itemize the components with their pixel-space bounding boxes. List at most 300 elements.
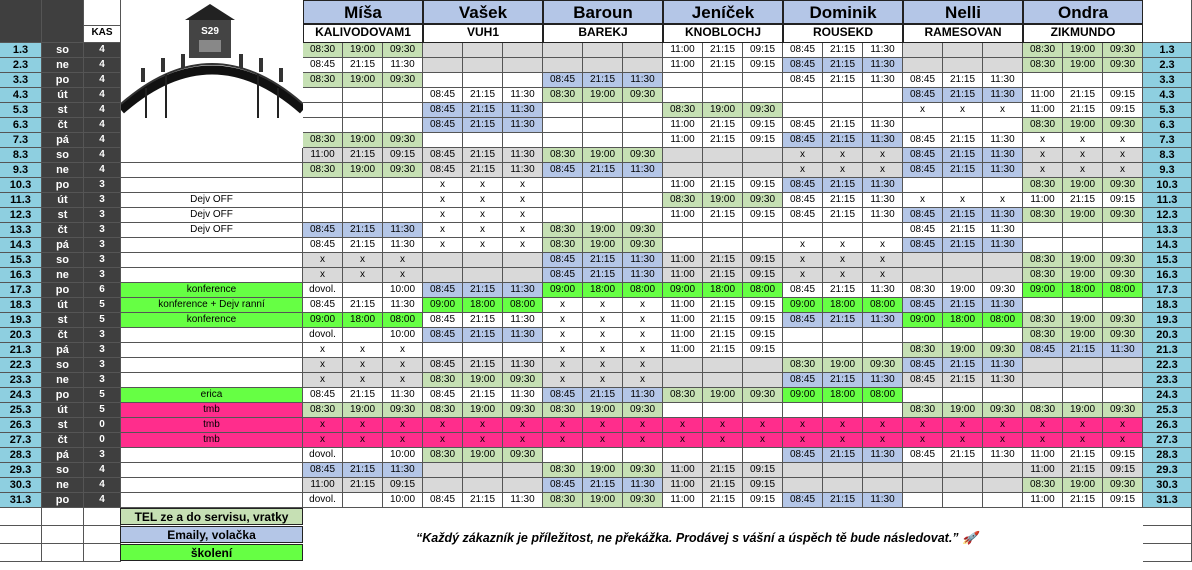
shift-cell[interactable]: 19:00 <box>703 103 743 118</box>
shift-cell[interactable] <box>383 178 423 193</box>
shift-cell[interactable]: x <box>1063 148 1103 163</box>
shift-cell[interactable]: 11:00 <box>663 58 703 73</box>
shift-cell[interactable]: 11:00 <box>1023 88 1063 103</box>
shift-cell[interactable]: 08:45 <box>783 283 823 298</box>
shift-cell[interactable]: x <box>383 373 423 388</box>
shift-cell[interactable]: 11:00 <box>303 478 343 493</box>
shift-cell[interactable] <box>343 88 383 103</box>
shift-cell[interactable]: x <box>743 433 783 448</box>
shift-cell[interactable]: 09:30 <box>623 88 663 103</box>
shift-cell[interactable]: x <box>423 193 463 208</box>
shift-cell[interactable]: 09:00 <box>783 388 823 403</box>
shift-cell[interactable]: x <box>823 268 863 283</box>
shift-cell[interactable]: 11:30 <box>863 118 903 133</box>
shift-cell[interactable] <box>583 448 623 463</box>
shift-cell[interactable]: 21:15 <box>943 223 983 238</box>
shift-cell[interactable] <box>783 478 823 493</box>
shift-cell[interactable] <box>343 208 383 223</box>
shift-cell[interactable]: x <box>1063 133 1103 148</box>
shift-cell[interactable]: 08:30 <box>1023 208 1063 223</box>
shift-cell[interactable] <box>463 478 503 493</box>
shift-cell[interactable]: x <box>583 433 623 448</box>
shift-cell[interactable]: x <box>583 298 623 313</box>
shift-cell[interactable]: 21:15 <box>703 463 743 478</box>
shift-cell[interactable]: 10:00 <box>383 283 423 298</box>
shift-cell[interactable]: 09:30 <box>1103 208 1143 223</box>
shift-cell[interactable]: 11:30 <box>983 358 1023 373</box>
shift-cell[interactable]: x <box>583 343 623 358</box>
shift-cell[interactable]: x <box>303 343 343 358</box>
shift-cell[interactable]: 09:30 <box>983 343 1023 358</box>
shift-cell[interactable]: 21:15 <box>823 178 863 193</box>
shift-cell[interactable]: x <box>783 253 823 268</box>
shift-cell[interactable]: 09:15 <box>743 313 783 328</box>
shift-cell[interactable]: 08:45 <box>903 88 943 103</box>
shift-cell[interactable]: x <box>623 373 663 388</box>
shift-cell[interactable]: 21:15 <box>823 373 863 388</box>
shift-cell[interactable]: 19:00 <box>1063 478 1103 493</box>
shift-cell[interactable]: 08:45 <box>303 298 343 313</box>
shift-cell[interactable]: x <box>463 238 503 253</box>
shift-cell[interactable]: x <box>663 433 703 448</box>
shift-cell[interactable]: 09:30 <box>623 403 663 418</box>
shift-cell[interactable]: 08:45 <box>783 178 823 193</box>
shift-cell[interactable]: 11:30 <box>503 388 543 403</box>
shift-cell[interactable]: 11:30 <box>983 163 1023 178</box>
shift-cell[interactable]: 08:00 <box>383 313 423 328</box>
shift-cell[interactable] <box>1023 358 1063 373</box>
shift-cell[interactable] <box>543 118 583 133</box>
shift-cell[interactable]: x <box>503 223 543 238</box>
shift-cell[interactable]: 21:15 <box>823 283 863 298</box>
shift-cell[interactable] <box>783 223 823 238</box>
shift-cell[interactable]: 21:15 <box>583 268 623 283</box>
shift-cell[interactable] <box>903 43 943 58</box>
shift-cell[interactable]: x <box>783 268 823 283</box>
shift-cell[interactable]: 08:30 <box>1023 328 1063 343</box>
shift-cell[interactable] <box>983 58 1023 73</box>
shift-cell[interactable]: x <box>983 193 1023 208</box>
shift-cell[interactable] <box>423 58 463 73</box>
shift-cell[interactable]: 09:30 <box>983 403 1023 418</box>
shift-cell[interactable]: x <box>623 343 663 358</box>
shift-cell[interactable] <box>1023 373 1063 388</box>
shift-cell[interactable] <box>1103 358 1143 373</box>
shift-cell[interactable] <box>663 148 703 163</box>
shift-cell[interactable]: 21:15 <box>703 253 743 268</box>
shift-cell[interactable]: 21:15 <box>343 463 383 478</box>
shift-cell[interactable]: x <box>983 433 1023 448</box>
shift-cell[interactable] <box>1103 238 1143 253</box>
shift-cell[interactable]: 21:15 <box>1063 463 1103 478</box>
shift-cell[interactable] <box>983 388 1023 403</box>
shift-cell[interactable] <box>863 328 903 343</box>
shift-cell[interactable] <box>343 118 383 133</box>
shift-cell[interactable]: 19:00 <box>943 343 983 358</box>
shift-cell[interactable] <box>663 88 703 103</box>
shift-cell[interactable] <box>463 133 503 148</box>
shift-cell[interactable]: x <box>303 253 343 268</box>
shift-cell[interactable] <box>903 388 943 403</box>
shift-cell[interactable] <box>383 118 423 133</box>
shift-cell[interactable]: 09:30 <box>1103 268 1143 283</box>
shift-cell[interactable]: x <box>983 103 1023 118</box>
shift-cell[interactable]: 21:15 <box>703 313 743 328</box>
shift-cell[interactable] <box>983 478 1023 493</box>
shift-cell[interactable] <box>943 43 983 58</box>
shift-cell[interactable]: 09:15 <box>383 478 423 493</box>
shift-cell[interactable]: 08:30 <box>783 358 823 373</box>
shift-cell[interactable]: 08:45 <box>783 208 823 223</box>
shift-cell[interactable]: x <box>783 418 823 433</box>
shift-cell[interactable]: 09:30 <box>743 103 783 118</box>
shift-cell[interactable]: x <box>623 328 663 343</box>
shift-cell[interactable]: x <box>423 178 463 193</box>
shift-cell[interactable]: x <box>503 418 543 433</box>
shift-cell[interactable] <box>303 88 343 103</box>
shift-cell[interactable]: 21:15 <box>583 388 623 403</box>
shift-cell[interactable]: 19:00 <box>1063 328 1103 343</box>
shift-cell[interactable]: 19:00 <box>1063 118 1103 133</box>
shift-cell[interactable]: 09:30 <box>623 238 663 253</box>
shift-cell[interactable]: 09:15 <box>743 298 783 313</box>
shift-cell[interactable]: 09:15 <box>1103 463 1143 478</box>
shift-cell[interactable]: 11:30 <box>863 133 903 148</box>
shift-cell[interactable] <box>623 43 663 58</box>
shift-cell[interactable] <box>423 133 463 148</box>
shift-cell[interactable]: 21:15 <box>1063 193 1103 208</box>
shift-cell[interactable]: 09:15 <box>743 463 783 478</box>
shift-cell[interactable]: 11:00 <box>663 208 703 223</box>
shift-cell[interactable] <box>903 178 943 193</box>
shift-cell[interactable] <box>663 403 703 418</box>
shift-cell[interactable] <box>903 268 943 283</box>
shift-cell[interactable]: 09:15 <box>743 343 783 358</box>
shift-cell[interactable]: 21:15 <box>943 208 983 223</box>
shift-cell[interactable]: 09:00 <box>663 283 703 298</box>
shift-cell[interactable]: x <box>543 298 583 313</box>
shift-cell[interactable]: x <box>1023 433 1063 448</box>
shift-cell[interactable] <box>583 193 623 208</box>
shift-cell[interactable]: x <box>583 358 623 373</box>
shift-cell[interactable]: 21:15 <box>463 328 503 343</box>
shift-cell[interactable]: 21:15 <box>943 373 983 388</box>
shift-cell[interactable]: x <box>623 298 663 313</box>
shift-cell[interactable]: 08:45 <box>543 253 583 268</box>
shift-cell[interactable]: 08:45 <box>903 358 943 373</box>
shift-cell[interactable] <box>863 103 903 118</box>
shift-cell[interactable]: 11:30 <box>983 448 1023 463</box>
shift-cell[interactable] <box>503 253 543 268</box>
shift-cell[interactable]: x <box>863 148 903 163</box>
shift-cell[interactable]: x <box>1103 418 1143 433</box>
shift-cell[interactable]: 08:45 <box>783 448 823 463</box>
shift-cell[interactable]: 19:00 <box>1063 403 1103 418</box>
shift-cell[interactable]: x <box>343 358 383 373</box>
shift-cell[interactable]: 08:30 <box>1023 58 1063 73</box>
shift-cell[interactable]: 19:00 <box>583 493 623 508</box>
shift-cell[interactable] <box>863 403 903 418</box>
shift-cell[interactable]: 19:00 <box>343 133 383 148</box>
shift-cell[interactable] <box>463 58 503 73</box>
shift-cell[interactable]: 11:30 <box>383 463 423 478</box>
shift-cell[interactable]: 18:00 <box>943 313 983 328</box>
shift-cell[interactable]: 09:00 <box>423 298 463 313</box>
shift-cell[interactable] <box>663 448 703 463</box>
shift-cell[interactable]: x <box>303 418 343 433</box>
shift-cell[interactable]: x <box>1063 163 1103 178</box>
shift-cell[interactable]: 08:30 <box>1023 178 1063 193</box>
shift-cell[interactable] <box>583 43 623 58</box>
shift-cell[interactable]: 08:45 <box>423 103 463 118</box>
shift-cell[interactable] <box>943 253 983 268</box>
shift-cell[interactable]: 08:30 <box>1023 403 1063 418</box>
shift-cell[interactable]: 09:15 <box>743 268 783 283</box>
shift-cell[interactable]: x <box>1063 433 1103 448</box>
shift-cell[interactable] <box>463 463 503 478</box>
shift-cell[interactable]: 08:45 <box>303 223 343 238</box>
shift-cell[interactable]: 21:15 <box>703 298 743 313</box>
shift-cell[interactable]: x <box>583 418 623 433</box>
shift-cell[interactable]: 21:15 <box>583 478 623 493</box>
shift-cell[interactable]: 09:30 <box>383 73 423 88</box>
shift-cell[interactable] <box>703 223 743 238</box>
shift-cell[interactable] <box>623 118 663 133</box>
shift-cell[interactable]: 08:30 <box>663 193 703 208</box>
shift-cell[interactable]: x <box>383 343 423 358</box>
shift-cell[interactable]: x <box>863 163 903 178</box>
shift-cell[interactable] <box>743 163 783 178</box>
shift-cell[interactable]: x <box>863 238 903 253</box>
shift-cell[interactable]: 19:00 <box>703 388 743 403</box>
shift-cell[interactable]: x <box>543 328 583 343</box>
shift-cell[interactable] <box>623 448 663 463</box>
shift-cell[interactable]: 19:00 <box>943 403 983 418</box>
shift-cell[interactable] <box>463 43 503 58</box>
shift-cell[interactable]: 08:45 <box>903 133 943 148</box>
shift-cell[interactable] <box>743 358 783 373</box>
shift-cell[interactable]: 11:30 <box>983 298 1023 313</box>
shift-cell[interactable] <box>663 73 703 88</box>
shift-cell[interactable]: 08:30 <box>543 88 583 103</box>
shift-cell[interactable]: 11:30 <box>983 73 1023 88</box>
shift-cell[interactable]: 21:15 <box>703 478 743 493</box>
shift-cell[interactable]: 09:15 <box>743 133 783 148</box>
shift-cell[interactable]: 21:15 <box>463 148 503 163</box>
shift-cell[interactable]: 19:00 <box>583 238 623 253</box>
shift-cell[interactable]: 08:00 <box>863 298 903 313</box>
shift-cell[interactable]: x <box>383 433 423 448</box>
shift-cell[interactable]: 08:30 <box>543 223 583 238</box>
shift-cell[interactable] <box>1103 73 1143 88</box>
shift-cell[interactable]: 21:15 <box>343 58 383 73</box>
shift-cell[interactable]: 08:45 <box>903 238 943 253</box>
shift-cell[interactable] <box>663 163 703 178</box>
shift-cell[interactable]: 21:15 <box>583 253 623 268</box>
shift-cell[interactable]: 21:15 <box>1063 88 1103 103</box>
shift-cell[interactable]: x <box>1103 148 1143 163</box>
shift-cell[interactable] <box>703 88 743 103</box>
shift-cell[interactable] <box>1023 223 1063 238</box>
shift-cell[interactable]: 08:30 <box>1023 313 1063 328</box>
shift-cell[interactable]: 08:30 <box>423 448 463 463</box>
shift-cell[interactable] <box>543 193 583 208</box>
shift-cell[interactable] <box>543 178 583 193</box>
shift-cell[interactable]: 11:00 <box>1023 103 1063 118</box>
shift-cell[interactable]: x <box>503 193 543 208</box>
shift-cell[interactable] <box>823 478 863 493</box>
shift-cell[interactable]: 21:15 <box>823 493 863 508</box>
shift-cell[interactable] <box>823 343 863 358</box>
shift-cell[interactable]: 08:00 <box>743 283 783 298</box>
shift-cell[interactable]: 11:30 <box>383 58 423 73</box>
shift-cell[interactable] <box>503 58 543 73</box>
shift-cell[interactable] <box>423 43 463 58</box>
shift-cell[interactable]: 08:30 <box>903 403 943 418</box>
shift-cell[interactable]: 09:30 <box>503 403 543 418</box>
shift-cell[interactable]: 09:30 <box>383 43 423 58</box>
shift-cell[interactable]: x <box>783 163 823 178</box>
shift-cell[interactable]: 10:00 <box>383 448 423 463</box>
shift-cell[interactable]: x <box>823 238 863 253</box>
shift-cell[interactable] <box>543 103 583 118</box>
shift-cell[interactable]: 09:15 <box>743 58 783 73</box>
shift-cell[interactable] <box>623 133 663 148</box>
shift-cell[interactable]: 08:45 <box>543 478 583 493</box>
shift-cell[interactable]: 11:30 <box>983 238 1023 253</box>
shift-cell[interactable] <box>623 178 663 193</box>
shift-cell[interactable]: 09:30 <box>1103 118 1143 133</box>
shift-cell[interactable]: x <box>823 418 863 433</box>
shift-cell[interactable]: 11:00 <box>663 478 703 493</box>
shift-cell[interactable]: 19:00 <box>583 148 623 163</box>
shift-cell[interactable]: 08:30 <box>1023 268 1063 283</box>
shift-cell[interactable]: 08:45 <box>543 388 583 403</box>
shift-cell[interactable]: 19:00 <box>1063 208 1103 223</box>
shift-cell[interactable]: dovol. <box>303 328 343 343</box>
shift-cell[interactable]: 08:45 <box>303 463 343 478</box>
shift-cell[interactable]: x <box>1103 133 1143 148</box>
shift-cell[interactable]: 08:45 <box>903 73 943 88</box>
shift-cell[interactable]: 08:30 <box>423 403 463 418</box>
shift-cell[interactable]: 11:30 <box>383 298 423 313</box>
shift-cell[interactable]: 09:30 <box>1103 403 1143 418</box>
shift-cell[interactable]: x <box>543 358 583 373</box>
shift-cell[interactable]: 21:15 <box>703 133 743 148</box>
shift-cell[interactable] <box>743 88 783 103</box>
shift-cell[interactable] <box>1063 388 1103 403</box>
shift-cell[interactable]: 21:15 <box>703 178 743 193</box>
shift-cell[interactable] <box>903 118 943 133</box>
shift-cell[interactable]: 08:45 <box>423 313 463 328</box>
shift-cell[interactable]: x <box>383 253 423 268</box>
shift-cell[interactable]: 21:15 <box>823 448 863 463</box>
shift-cell[interactable]: 09:00 <box>303 313 343 328</box>
shift-cell[interactable]: 08:45 <box>423 388 463 403</box>
shift-cell[interactable]: 08:45 <box>423 358 463 373</box>
shift-cell[interactable]: 21:15 <box>703 493 743 508</box>
shift-cell[interactable] <box>863 223 903 238</box>
shift-cell[interactable]: 18:00 <box>703 283 743 298</box>
shift-cell[interactable]: 11:00 <box>1023 448 1063 463</box>
shift-cell[interactable] <box>703 373 743 388</box>
shift-cell[interactable]: 08:30 <box>543 238 583 253</box>
shift-cell[interactable]: 11:30 <box>623 253 663 268</box>
shift-cell[interactable] <box>343 193 383 208</box>
shift-cell[interactable]: 11:30 <box>503 328 543 343</box>
shift-cell[interactable] <box>303 103 343 118</box>
shift-cell[interactable]: 19:00 <box>343 163 383 178</box>
shift-cell[interactable]: x <box>543 313 583 328</box>
shift-cell[interactable]: 21:15 <box>583 163 623 178</box>
shift-cell[interactable] <box>823 328 863 343</box>
shift-cell[interactable]: 11:30 <box>623 73 663 88</box>
shift-cell[interactable]: x <box>823 163 863 178</box>
shift-cell[interactable]: x <box>863 253 903 268</box>
shift-cell[interactable] <box>983 328 1023 343</box>
shift-cell[interactable]: 08:45 <box>783 493 823 508</box>
shift-cell[interactable]: 19:00 <box>583 403 623 418</box>
shift-cell[interactable]: 21:15 <box>703 343 743 358</box>
shift-cell[interactable]: x <box>703 433 743 448</box>
shift-cell[interactable]: x <box>583 313 623 328</box>
shift-cell[interactable] <box>543 58 583 73</box>
shift-cell[interactable]: x <box>1023 163 1063 178</box>
shift-cell[interactable] <box>1023 298 1063 313</box>
shift-cell[interactable] <box>343 328 383 343</box>
shift-cell[interactable]: x <box>423 208 463 223</box>
shift-cell[interactable]: 11:00 <box>1023 493 1063 508</box>
shift-cell[interactable]: x <box>823 253 863 268</box>
shift-cell[interactable]: 09:30 <box>1103 178 1143 193</box>
shift-cell[interactable]: 08:45 <box>783 373 823 388</box>
shift-cell[interactable]: 09:30 <box>1103 313 1143 328</box>
shift-cell[interactable]: 09:30 <box>1103 253 1143 268</box>
shift-cell[interactable]: 08:30 <box>303 73 343 88</box>
shift-cell[interactable]: 19:00 <box>583 223 623 238</box>
shift-cell[interactable]: x <box>1103 433 1143 448</box>
shift-cell[interactable] <box>303 208 343 223</box>
shift-cell[interactable] <box>943 328 983 343</box>
shift-cell[interactable]: 11:30 <box>863 448 903 463</box>
shift-cell[interactable]: x <box>903 418 943 433</box>
shift-cell[interactable] <box>423 343 463 358</box>
shift-cell[interactable] <box>543 208 583 223</box>
shift-cell[interactable] <box>623 103 663 118</box>
shift-cell[interactable]: 11:30 <box>503 103 543 118</box>
shift-cell[interactable]: x <box>943 433 983 448</box>
shift-cell[interactable]: 19:00 <box>583 88 623 103</box>
shift-cell[interactable]: 21:15 <box>823 208 863 223</box>
shift-cell[interactable] <box>983 178 1023 193</box>
shift-cell[interactable]: x <box>623 433 663 448</box>
shift-cell[interactable] <box>503 478 543 493</box>
shift-cell[interactable]: 21:15 <box>1063 343 1103 358</box>
shift-cell[interactable]: 21:15 <box>463 103 503 118</box>
shift-cell[interactable] <box>343 448 383 463</box>
shift-cell[interactable] <box>743 148 783 163</box>
shift-cell[interactable] <box>783 88 823 103</box>
shift-cell[interactable] <box>463 73 503 88</box>
shift-cell[interactable]: 09:30 <box>623 148 663 163</box>
shift-cell[interactable] <box>1103 388 1143 403</box>
shift-cell[interactable]: x <box>543 373 583 388</box>
shift-cell[interactable]: 21:15 <box>343 388 383 403</box>
shift-cell[interactable]: 19:00 <box>463 403 503 418</box>
shift-cell[interactable]: 08:45 <box>903 208 943 223</box>
shift-cell[interactable]: x <box>823 148 863 163</box>
shift-cell[interactable]: 08:45 <box>303 238 343 253</box>
